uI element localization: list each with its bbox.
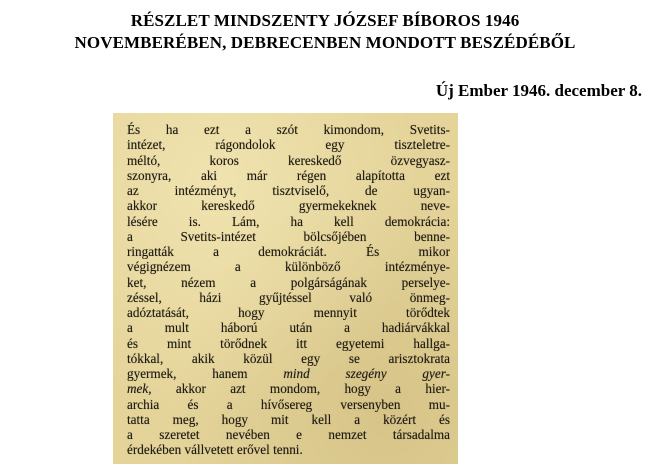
clipping-line: a szeretet nevében e nemzet társadalma	[127, 427, 450, 442]
clipping-line: érdekében vállvetett erővel tenni.	[127, 442, 303, 458]
clipping-line: tatta meg, hogy mit kell a közért és	[127, 411, 450, 427]
clipping-line: a mult háború után a hadiárvákkal	[127, 320, 450, 336]
clipping-line: az intézményt, tisztviselő, de ugyan-	[127, 183, 450, 198]
clipping-line: akkor kereskedő gyermekeknek neve-	[127, 198, 450, 214]
clipping-line: a Svetits-intézet bölcsőjében benne-	[127, 228, 450, 244]
page-title	[0, 10, 650, 54]
clipping-italic-text: mind szegény gyer-	[283, 366, 450, 381]
source-citation: Új Ember 1946. december 8.	[435, 81, 642, 100]
clipping-text: akkor azt mondom, hogy a hier-	[151, 381, 450, 397]
clipping-line: tókkal, akik közül egy se arisztokrata	[127, 350, 450, 366]
clipping-line: végignézem a különböző intézménye-	[127, 259, 450, 275]
clipping-line: ringatták a demokráciát. És mikor	[127, 244, 450, 259]
title-line-2: NOVEMBERÉBEN, DEBRECENBEN MONDOTT BESZÉDÉBŐL	[74, 33, 576, 52]
clipping-line: archia és a hívősereg versenyben mu-	[127, 396, 450, 412]
clipping-italic-text: mek,	[127, 381, 152, 397]
clipping-line: intézet, rágondolok egy tiszteletre-	[127, 137, 450, 153]
clipping-line: És ha ezt a szót kimondom, Svetits-	[127, 122, 450, 137]
clipping-line	[127, 381, 450, 396]
clipping-line: ket, nézem a polgárságának perselye-	[127, 274, 450, 290]
clipping-line	[127, 366, 450, 381]
clipping-line: és mint törődnek itt egyetemi hallga-	[127, 335, 450, 351]
clipping-line: adóztatását, hogy mennyit törődtek	[127, 305, 450, 320]
clipping-line: méltó, koros kereskedő özvegyasz-	[127, 152, 450, 168]
title-line-1: RÉSZLET MINDSZENTY JÓZSEF BÍBOROS 1946	[130, 11, 520, 30]
newspaper-clipping	[113, 113, 458, 464]
clipping-line: lésére is. Lám, ha kell demokrácia:	[127, 213, 450, 229]
clipping-line: zéssel, házi gyűjtéssel való önmeg-	[127, 289, 450, 305]
clipping-line: szonyra, aki már régen alapította ezt	[127, 167, 450, 183]
clipping-text: gyermek, hanem	[127, 366, 284, 381]
